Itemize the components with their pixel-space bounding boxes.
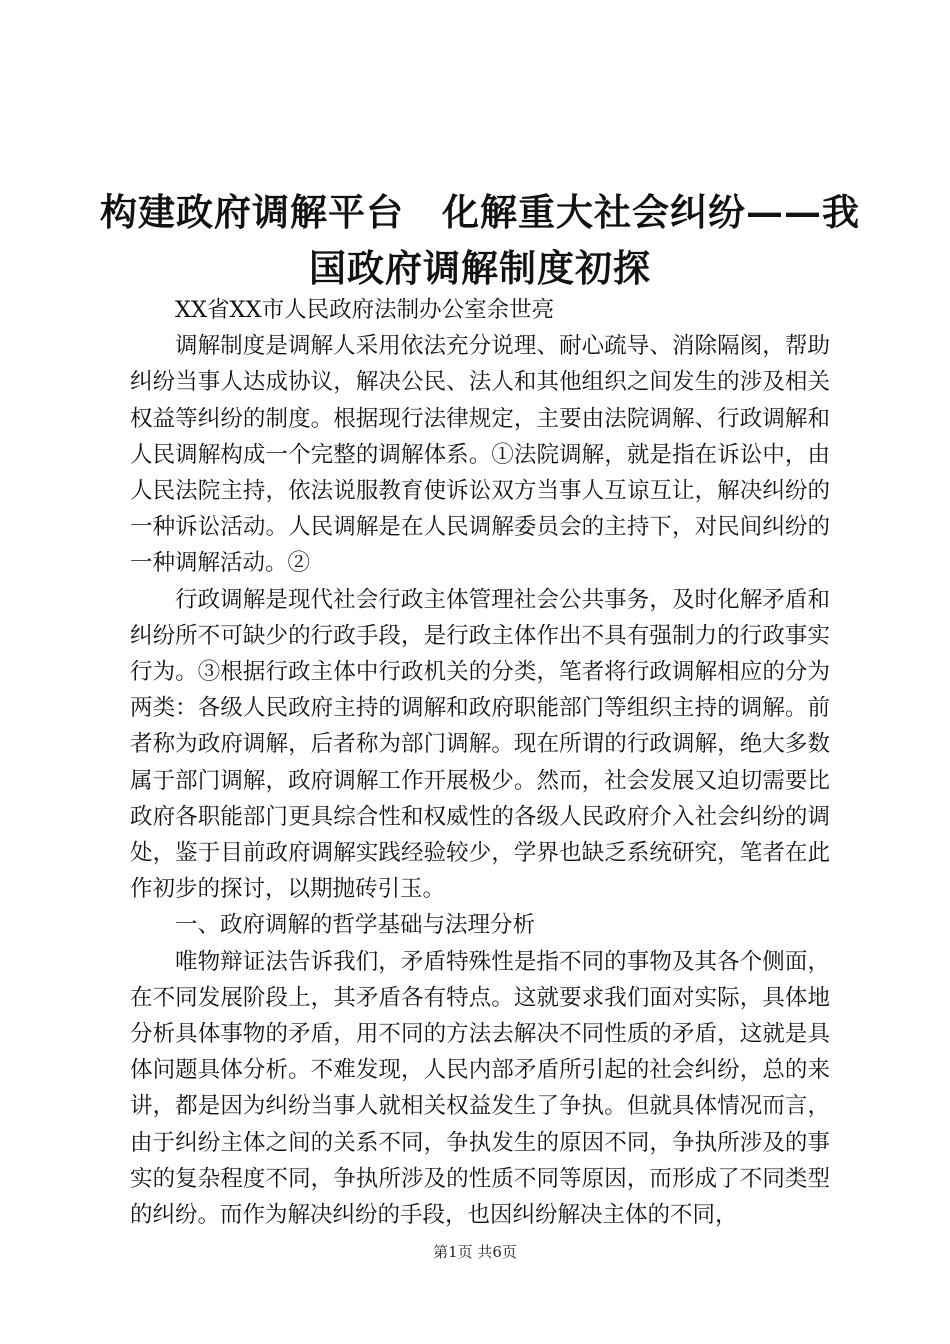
document-title-line-2: 国政府调解制度初探 — [309, 246, 651, 290]
paragraph-3: 唯物辩证法告诉我们，矛盾特殊性是指不同的事物及其各个侧面，在不同发展阶段上，其矛盾各有特点。这就要求我们面对实际，具体地分析具体事物的矛盾，用不同的方法去解决不同性质的矛盾，这就是具体问题具体分析。不难发现，人民内部矛盾所引起的社会纠纷，总的来讲，都是因为纠纷当事人就相关权益发生了争执。但就具体情况而言，由于纠纷主体之间的关系不同，争执发生的原因不同，争执所涉及的事实的复杂程度不同，争执所涉及的性质不同等原因，而形成了不同类型的纠纷。而作为解决纠纷的手段，也因纠纷解决主体的不同， — [130, 948, 830, 1229]
section-heading-1: 一、政府调解的哲学基础与法理分析 — [175, 912, 536, 939]
document-title-line-1: 构建政府调解平台 化解重大社会纠纷——我 — [100, 190, 860, 234]
document-body — [130, 292, 830, 1233]
paragraph-1: 调解制度是调解人采用依法充分说理、耐心疏导、消除隔阂，帮助纠纷当事人达成协议，解决公民、法人和其他组织之间发生的涉及相关权益等纠纷的制度。根据现行法律规定，主要由法院调解、行政调解和人民调解构成一个完整的调解体系。①法院调解，就是指在诉讼中，由人民法院主持，依法说服教育使诉讼双方当事人互谅互让，解决纠纷的一种诉讼活动。人民调解是在人民调解委员会的主持下，对民间纠纷的一种调解活动。② — [130, 333, 830, 577]
author-byline: XX省XX市人民政府法制办公室余世亮 — [175, 297, 555, 323]
page-footer: 第1页 共6页 — [433, 1243, 517, 1261]
paragraph-2: 行政调解是现代社会行政主体管理社会公共事务，及时化解矛盾和纠纷所不可缺少的行政手段，是行政主体作出不具有强制力的行政事实行为。③根据行政主体中行政机关的分类，笔者将行政调解相应的分为两类：各级人民政府主持的调解和政府职能部门等组织主持的调解。前者称为政府调解，后者称为部门调解。现在所谓的行政调解，绝大多数属于部门调解，政府调解工作开展极少。然而，社会发展又迫切需要比政府各职能部门更具综合性和权威性的各级人民政府介入社会纠纷的调处，鉴于目前政府调解实践经验较少，学界也缺乏系统研究，笔者在此作初步的探讨，以期抛砖引玉。 — [130, 586, 830, 903]
